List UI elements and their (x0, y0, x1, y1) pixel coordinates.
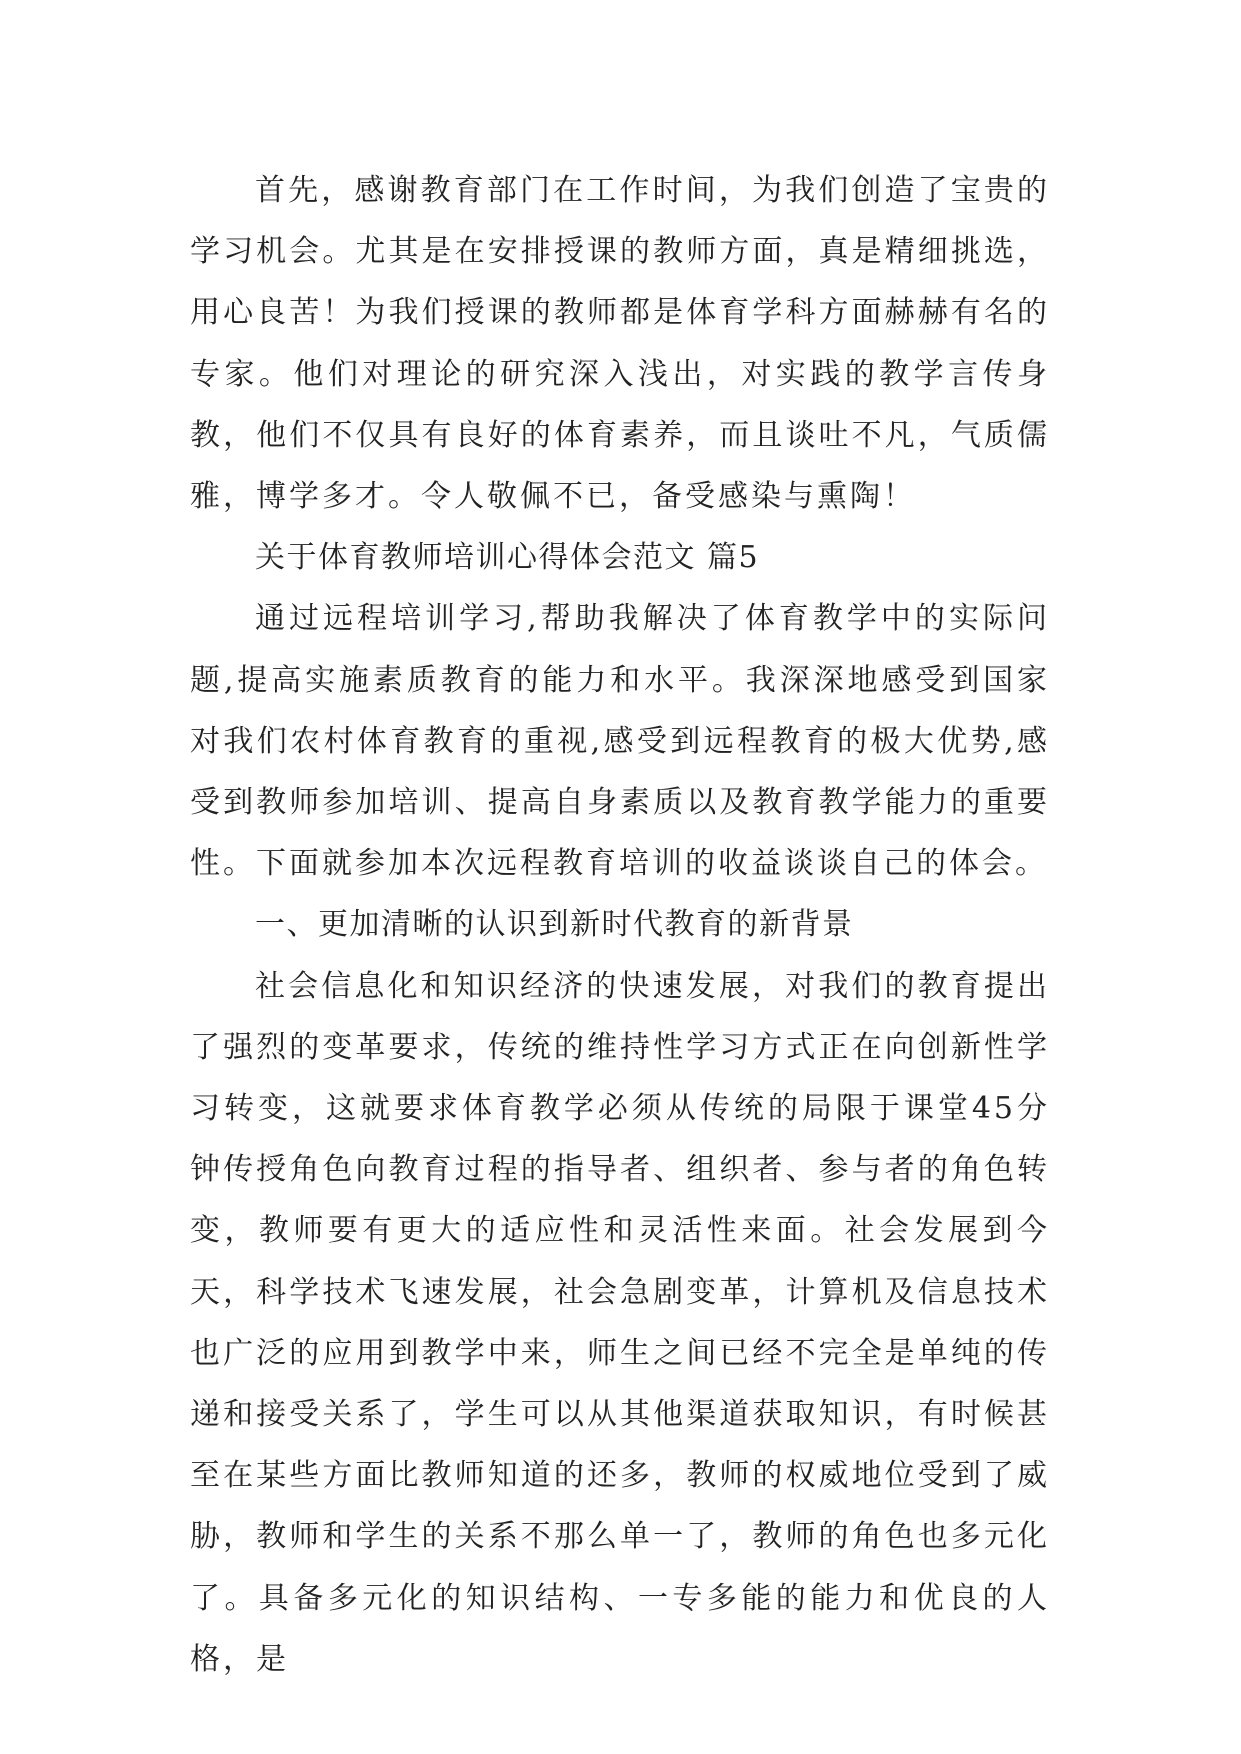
paragraph-background: 社会信息化和知识经济的快速发展，对我们的教育提出了强烈的变革要求，传统的维持性学习方式正在向创新性学习转变，这就要求体育教学必须从传统的局限于课堂45分钟传授角色向教育过程的指导者、组织者、参与者的角色转变，教师要有更大的适应性和灵活性来面。社会发展到今天，科学技术飞速发展，社会急剧变革，计算机及信息技术也广泛的应用到教学中来，师生之间已经不完全是单纯的传递和接受关系了，学生可以从其他渠道获取知识，有时候甚至在某些方面比教师知道的还多，教师的权威地位受到了威胁，教师和学生的关系不那么单一了，教师的角色也多元化了。具备多元化的知识结构、一专多能的能力和优良的人格，是 (190, 968, 1050, 1677)
paragraph-remote-training: 通过远程培训学习,帮助我解决了体育教学中的实际问题,提高实施素质教育的能力和水平。我深深地感受到国家对我们农村体育教育的重视,感受到远程教育的极大优势,感受到教师参加培训、提高自身素质以及教育教学能力的重要性。下面就参加本次远程教育培训的收益谈谈自己的体会。 (190, 601, 1050, 882)
paragraph-gratitude: 首先，感谢教育部门在工作时间，为我们创造了宝贵的学习机会。尤其是在安排授课的教师方面，真是精细挑选，用心良苦！为我们授课的教师都是体育学科方面赫赫有名的专家。他们对理论的研究深入浅出，对实践的教学言传身教，他们不仅具有良好的体育素养，而且谈吐不凡，气质儒雅，博学多才。令人敬佩不已，备受感染与熏陶！ (190, 173, 1050, 515)
document-body (190, 160, 1050, 1690)
section-title-part-5: 关于体育教师培训心得体会范文 篇5 (255, 540, 760, 576)
section-heading-one: 一、更加清晰的认识到新时代教育的新背景 (255, 907, 854, 943)
